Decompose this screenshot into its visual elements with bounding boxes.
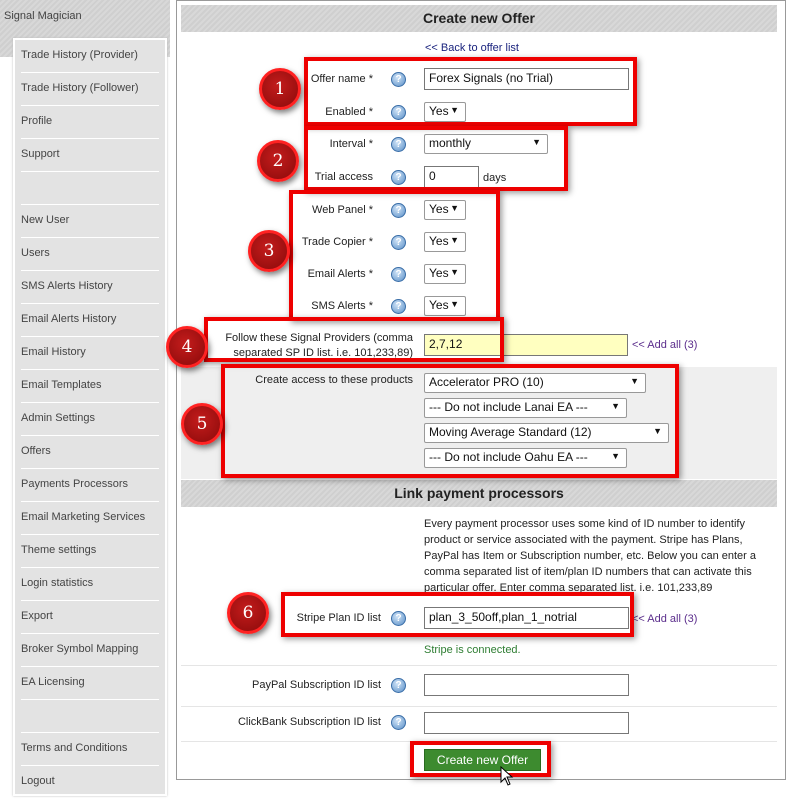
page-title: Create new Offer [181, 5, 777, 32]
sidebar-item-email-alerts-history[interactable]: Email Alerts History [21, 304, 159, 337]
callout-box [304, 57, 637, 126]
help-icon[interactable]: ? [391, 299, 406, 314]
help-icon[interactable]: ? [391, 72, 406, 87]
help-icon[interactable]: ? [391, 678, 406, 693]
help-icon[interactable]: ? [391, 203, 406, 218]
stripe-plan-input[interactable]: plan_3_50off,plan_1_notrial [424, 607, 629, 629]
sidebar-item-sms-alerts-history[interactable]: SMS Alerts History [21, 271, 159, 304]
sidebar-item-email-marketing-services[interactable]: Email Marketing Services [21, 502, 159, 535]
callout-box [204, 317, 504, 362]
callout-number: 5 [181, 403, 223, 445]
chevron-down-icon: ▼ [450, 235, 459, 245]
divider [181, 665, 777, 666]
providers-input[interactable]: 2,7,12 [424, 334, 628, 356]
help-icon[interactable]: ? [391, 235, 406, 250]
enabled-label: Enabled * [325, 106, 373, 118]
help-icon[interactable]: ? [391, 105, 406, 120]
offer-name-label: Offer name * [310, 73, 373, 85]
paypal-input[interactable] [424, 674, 629, 696]
add-all-stripe-link[interactable]: << Add all (3) [632, 613, 698, 625]
sidebar-spacer [21, 700, 159, 733]
sidebar-item-broker-symbol-mapping[interactable]: Broker Symbol Mapping [21, 634, 159, 667]
product-value: --- Do not include Oahu EA --- [429, 450, 588, 464]
enabled-value: Yes [429, 104, 449, 118]
sidebar-item-profile[interactable]: Profile [21, 106, 159, 139]
callout-number: 4 [166, 326, 208, 368]
email-alerts-label: Email Alerts * [307, 268, 373, 280]
brand-name: Signal Magician [4, 10, 82, 22]
sidebar-item-terms-and-conditions[interactable]: Terms and Conditions [21, 733, 159, 766]
sidebar-item-support[interactable]: Support [21, 139, 159, 172]
sidebar-item-payments-processors[interactable]: Payments Processors [21, 469, 159, 502]
product-value: --- Do not include Lanai EA --- [429, 400, 588, 414]
chevron-down-icon: ▼ [630, 376, 639, 386]
trade-copier-value: Yes [429, 234, 449, 248]
help-icon[interactable]: ? [391, 170, 406, 185]
stripe-status: Stripe is connected. [424, 644, 521, 656]
create-offer-button[interactable]: Create new Offer [424, 749, 541, 771]
payments-description: Every payment processor uses some kind of ID number to identify product or service associated with the payment. Stripe has Plans, PayPal has Item or Subscription number, etc. Below you can enter a comma separated list of item/plan ID numbers that can activate this particular offer. Enter comma separated list. i.e. 101,233,89 [424, 518, 757, 594]
sidebar-item-admin-settings[interactable]: Admin Settings [21, 403, 159, 436]
callout-number: 6 [227, 592, 269, 634]
sms-alerts-value: Yes [429, 298, 449, 312]
sidebar-item-offers[interactable]: Offers [21, 436, 159, 469]
stripe-label: Stripe Plan ID list [296, 612, 381, 624]
web-panel-label: Web Panel * [312, 204, 373, 216]
chevron-down-icon: ▼ [532, 137, 541, 147]
chevron-down-icon: ▼ [450, 203, 459, 213]
email-alerts-value: Yes [429, 266, 449, 280]
sidebar-item-trade-history-follower[interactable]: Trade History (Follower) [21, 73, 159, 106]
help-icon[interactable]: ? [391, 137, 406, 152]
chevron-down-icon: ▼ [611, 401, 620, 411]
callout-box [221, 364, 679, 478]
callout-box [304, 126, 568, 191]
sidebar-item-login-statistics[interactable]: Login statistics [21, 568, 159, 601]
chevron-down-icon: ▼ [653, 426, 662, 436]
paypal-label: PayPal Subscription ID list [252, 679, 381, 691]
clickbank-input[interactable] [424, 712, 629, 734]
providers-label-line: Follow these Signal Providers (comma [225, 332, 413, 344]
sidebar-spacer [21, 172, 159, 205]
divider [181, 706, 777, 707]
sidebar-item-trade-history-provider[interactable]: Trade History (Provider) [21, 40, 159, 73]
product-value: Accelerator PRO (10) [429, 375, 544, 389]
sms-alerts-label: SMS Alerts * [311, 300, 373, 312]
offer-name-input[interactable]: Forex Signals (no Trial) [424, 68, 629, 90]
chevron-down-icon: ▼ [450, 267, 459, 277]
cursor-icon [500, 766, 514, 786]
web-panel-value: Yes [429, 202, 449, 216]
chevron-down-icon: ▼ [450, 299, 459, 309]
sidebar-item-new-user[interactable]: New User [21, 205, 159, 238]
chevron-down-icon: ▼ [611, 451, 620, 461]
callout-box [281, 592, 634, 637]
sidebar-item-logout[interactable]: Logout [21, 766, 159, 799]
back-to-offer-list-link[interactable]: << Back to offer list [425, 42, 519, 54]
interval-value: monthly [429, 136, 472, 150]
sidebar [13, 38, 167, 796]
trade-copier-label: Trade Copier * [301, 236, 373, 248]
callout-box [289, 190, 500, 321]
help-icon[interactable]: ? [391, 715, 406, 730]
sidebar-item-email-history[interactable]: Email History [21, 337, 159, 370]
products-label: Create access to these products [255, 374, 413, 386]
interval-label: Interval * [329, 138, 373, 150]
callout-number: 1 [259, 68, 301, 110]
trial-unit: days [483, 172, 507, 184]
sidebar-item-theme-settings[interactable]: Theme settings [21, 535, 159, 568]
callout-box [410, 741, 551, 777]
help-icon[interactable]: ? [391, 267, 406, 282]
chevron-down-icon: ▼ [450, 105, 459, 115]
trial-access-label: Trial access [314, 171, 373, 183]
sidebar-item-users[interactable]: Users [21, 238, 159, 271]
help-icon[interactable]: ? [391, 611, 406, 626]
callout-number: 3 [248, 230, 290, 272]
clickbank-label: ClickBank Subscription ID list [237, 716, 381, 728]
add-all-providers-link[interactable]: << Add all (3) [632, 339, 698, 351]
trial-access-input[interactable]: 0 [424, 166, 479, 188]
sidebar-item-email-templates[interactable]: Email Templates [21, 370, 159, 403]
sidebar-item-ea-licensing[interactable]: EA Licensing [21, 667, 159, 700]
providers-label-line: separated SP ID list. i.e. 101,233,89) [233, 347, 413, 359]
sidebar-item-export[interactable]: Export [21, 601, 159, 634]
payments-title: Link payment processors [181, 480, 777, 507]
product-value: Moving Average Standard (12) [429, 425, 592, 439]
callout-number: 2 [257, 140, 299, 182]
